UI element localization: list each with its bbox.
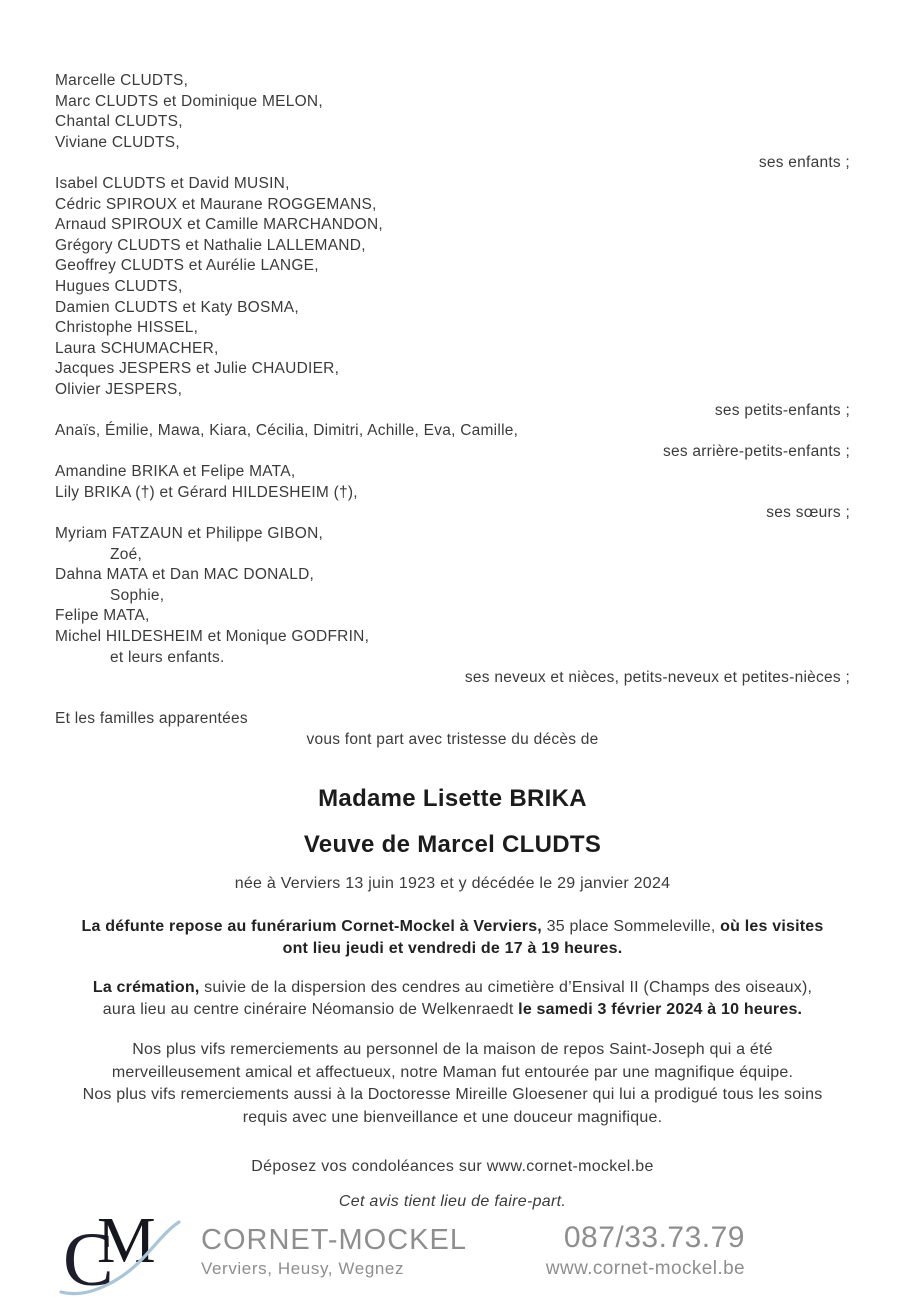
relative-line: Grégory CLUDTS et Nathalie LALLEMAND, (55, 236, 366, 254)
condolences-line: Déposez vos condoléances sur www.cornet-mockel.be (251, 1158, 654, 1176)
relative-line: Hugues CLUDTS, (55, 277, 183, 295)
families-line: Et les familles apparentées (55, 710, 248, 728)
relative-line: Marcelle CLUDTS, (55, 72, 189, 89)
repose-paragraph (55, 916, 850, 961)
relation-label-nephews-nieces: ses neveux et nièces, petits-neveux et petites-nièces ; (464, 669, 850, 687)
life-dates-line: née à Verviers 13 juin 1923 et y décédée le 29 janvier 2024 (234, 874, 671, 892)
relation-label-sisters: ses sœurs ; (766, 504, 850, 522)
repose-line-1 (55, 916, 850, 939)
relative-line: Lily BRIKA (†) et Gérard HILDESHEIM (†), (55, 483, 358, 501)
relatives-children-group (55, 71, 850, 174)
deceased-name-title: Madame Lisette BRIKA (318, 784, 587, 812)
cremation-line-1 (55, 977, 850, 1000)
announcement-intro: vous font part avec tristesse du décès de (306, 731, 599, 748)
relative-line: Isabel CLUDTS et David MUSIN, (55, 174, 290, 192)
relative-line: Sophie, (110, 586, 165, 604)
relative-line: Arnaud SPIROUX et Camille MARCHANDON, (55, 216, 383, 234)
phone-number: 087/33.73.79 (563, 1221, 745, 1255)
cremation-paragraph (55, 977, 850, 1022)
logo-letter-c: C (63, 1218, 114, 1302)
relatives-grandchildren-group (55, 174, 850, 421)
brand-name: CORNET-MOCKEL (201, 1224, 467, 1257)
relative-line: Laura SCHUMACHER, (55, 339, 219, 357)
contact-block (546, 1216, 745, 1280)
relative-line: Cédric SPIROUX et Maurane ROGGEMANS, (55, 195, 377, 213)
thanks-line: Nos plus vifs remerciements au personnel de la maison de repos Saint-Joseph qui a été (132, 1040, 773, 1058)
relative-line: Marc CLUDTS et Dominique MELON, (55, 92, 323, 110)
relation-label-great-grandchildren: ses arrière-petits-enfants ; (662, 442, 850, 460)
relative-line: Olivier JESPERS, (55, 380, 183, 398)
relatives-nephews-nieces-group (55, 524, 850, 689)
thanks-line: merveilleusement amical et affectueux, notre Maman fut entourée par une magnifique équipe. (111, 1063, 794, 1081)
thanks-paragraph (55, 1039, 850, 1129)
brand-block (201, 1216, 467, 1279)
relative-line: Anaïs, Émilie, Mawa, Kiara, Cécilia, Dimitri, Achille, Eva, Camille, (55, 422, 519, 440)
cornet-mockel-logo (57, 1204, 187, 1302)
relatives-great-grandchildren-group (55, 421, 850, 462)
cremation-line-2 (55, 999, 850, 1022)
relative-line: Chantal CLUDTS, (55, 113, 183, 131)
cremation-bold-text: La crémation, (92, 978, 200, 996)
logo-swoosh-icon (57, 1216, 187, 1301)
relative-line: et leurs enfants. (110, 648, 225, 666)
relative-line: Amandine BRIKA et Felipe MATA, (55, 463, 296, 481)
repose-regular-text: 35 place Sommeleville, (541, 917, 721, 935)
relative-line: Jacques JESPERS et Julie CHAUDIER, (55, 360, 340, 378)
thanks-line: requis avec une bienveillance et une douceur magnifique. (242, 1108, 663, 1126)
cremation-bold-text: le samedi 3 février 2024 à 10 heures. (518, 1001, 803, 1019)
relative-line: Christophe HISSEL, (55, 319, 199, 337)
repose-bold-text: ont lieu jeudi et vendredi de 17 à 19 heures. (282, 940, 623, 958)
relative-line: Geoffrey CLUDTS et Aurélie LANGE, (55, 257, 319, 275)
brand-locations: Verviers, Heusy, Wegnez (201, 1259, 405, 1279)
logo-letter-m: M (97, 1204, 156, 1278)
relative-line: Zoé, (110, 545, 143, 563)
repose-bold-text: La défunte repose au funérarium Cornet-Mockel à Verviers, (81, 917, 542, 935)
relative-line: Viviane CLUDTS, (55, 133, 180, 151)
relation-label-children: ses enfants ; (758, 154, 850, 172)
relative-line: Damien CLUDTS et Katy BOSMA, (55, 298, 299, 316)
relation-label-grandchildren: ses petits-enfants ; (714, 401, 850, 419)
cremation-regular-text: aura lieu au centre cinéraire Néomansio de Welkenraedt (102, 1001, 519, 1019)
cremation-regular-text: suivie de la dispersion des cendres au cimetière d’Ensival II (Champs des oiseaux), (199, 978, 813, 996)
faire-part-notice: Cet avis tient lieu de faire-part. (338, 1193, 567, 1211)
repose-line-2 (55, 938, 850, 961)
relative-line: Myriam FATZAUN et Philippe GIBON, (55, 525, 324, 543)
blank-line (55, 689, 850, 710)
relatives-sisters-group (55, 462, 850, 524)
relative-line: Dahna MATA et Dan MAC DONALD, (55, 566, 315, 584)
thanks-line: Nos plus vifs remerciements aussi à la Doctoresse Mireille Gloesener qui lui a prodigué tous les soins (82, 1086, 823, 1104)
relative-line: Felipe MATA, (55, 607, 150, 625)
widow-title: Veuve de Marcel CLUDTS (303, 830, 602, 858)
website-url: www.cornet-mockel.be (545, 1258, 745, 1280)
funeral-home-footer (55, 1204, 850, 1302)
relative-line: Michel HILDESHEIM et Monique GODFRIN, (55, 628, 370, 646)
repose-bold-text: où les visites (720, 917, 824, 935)
